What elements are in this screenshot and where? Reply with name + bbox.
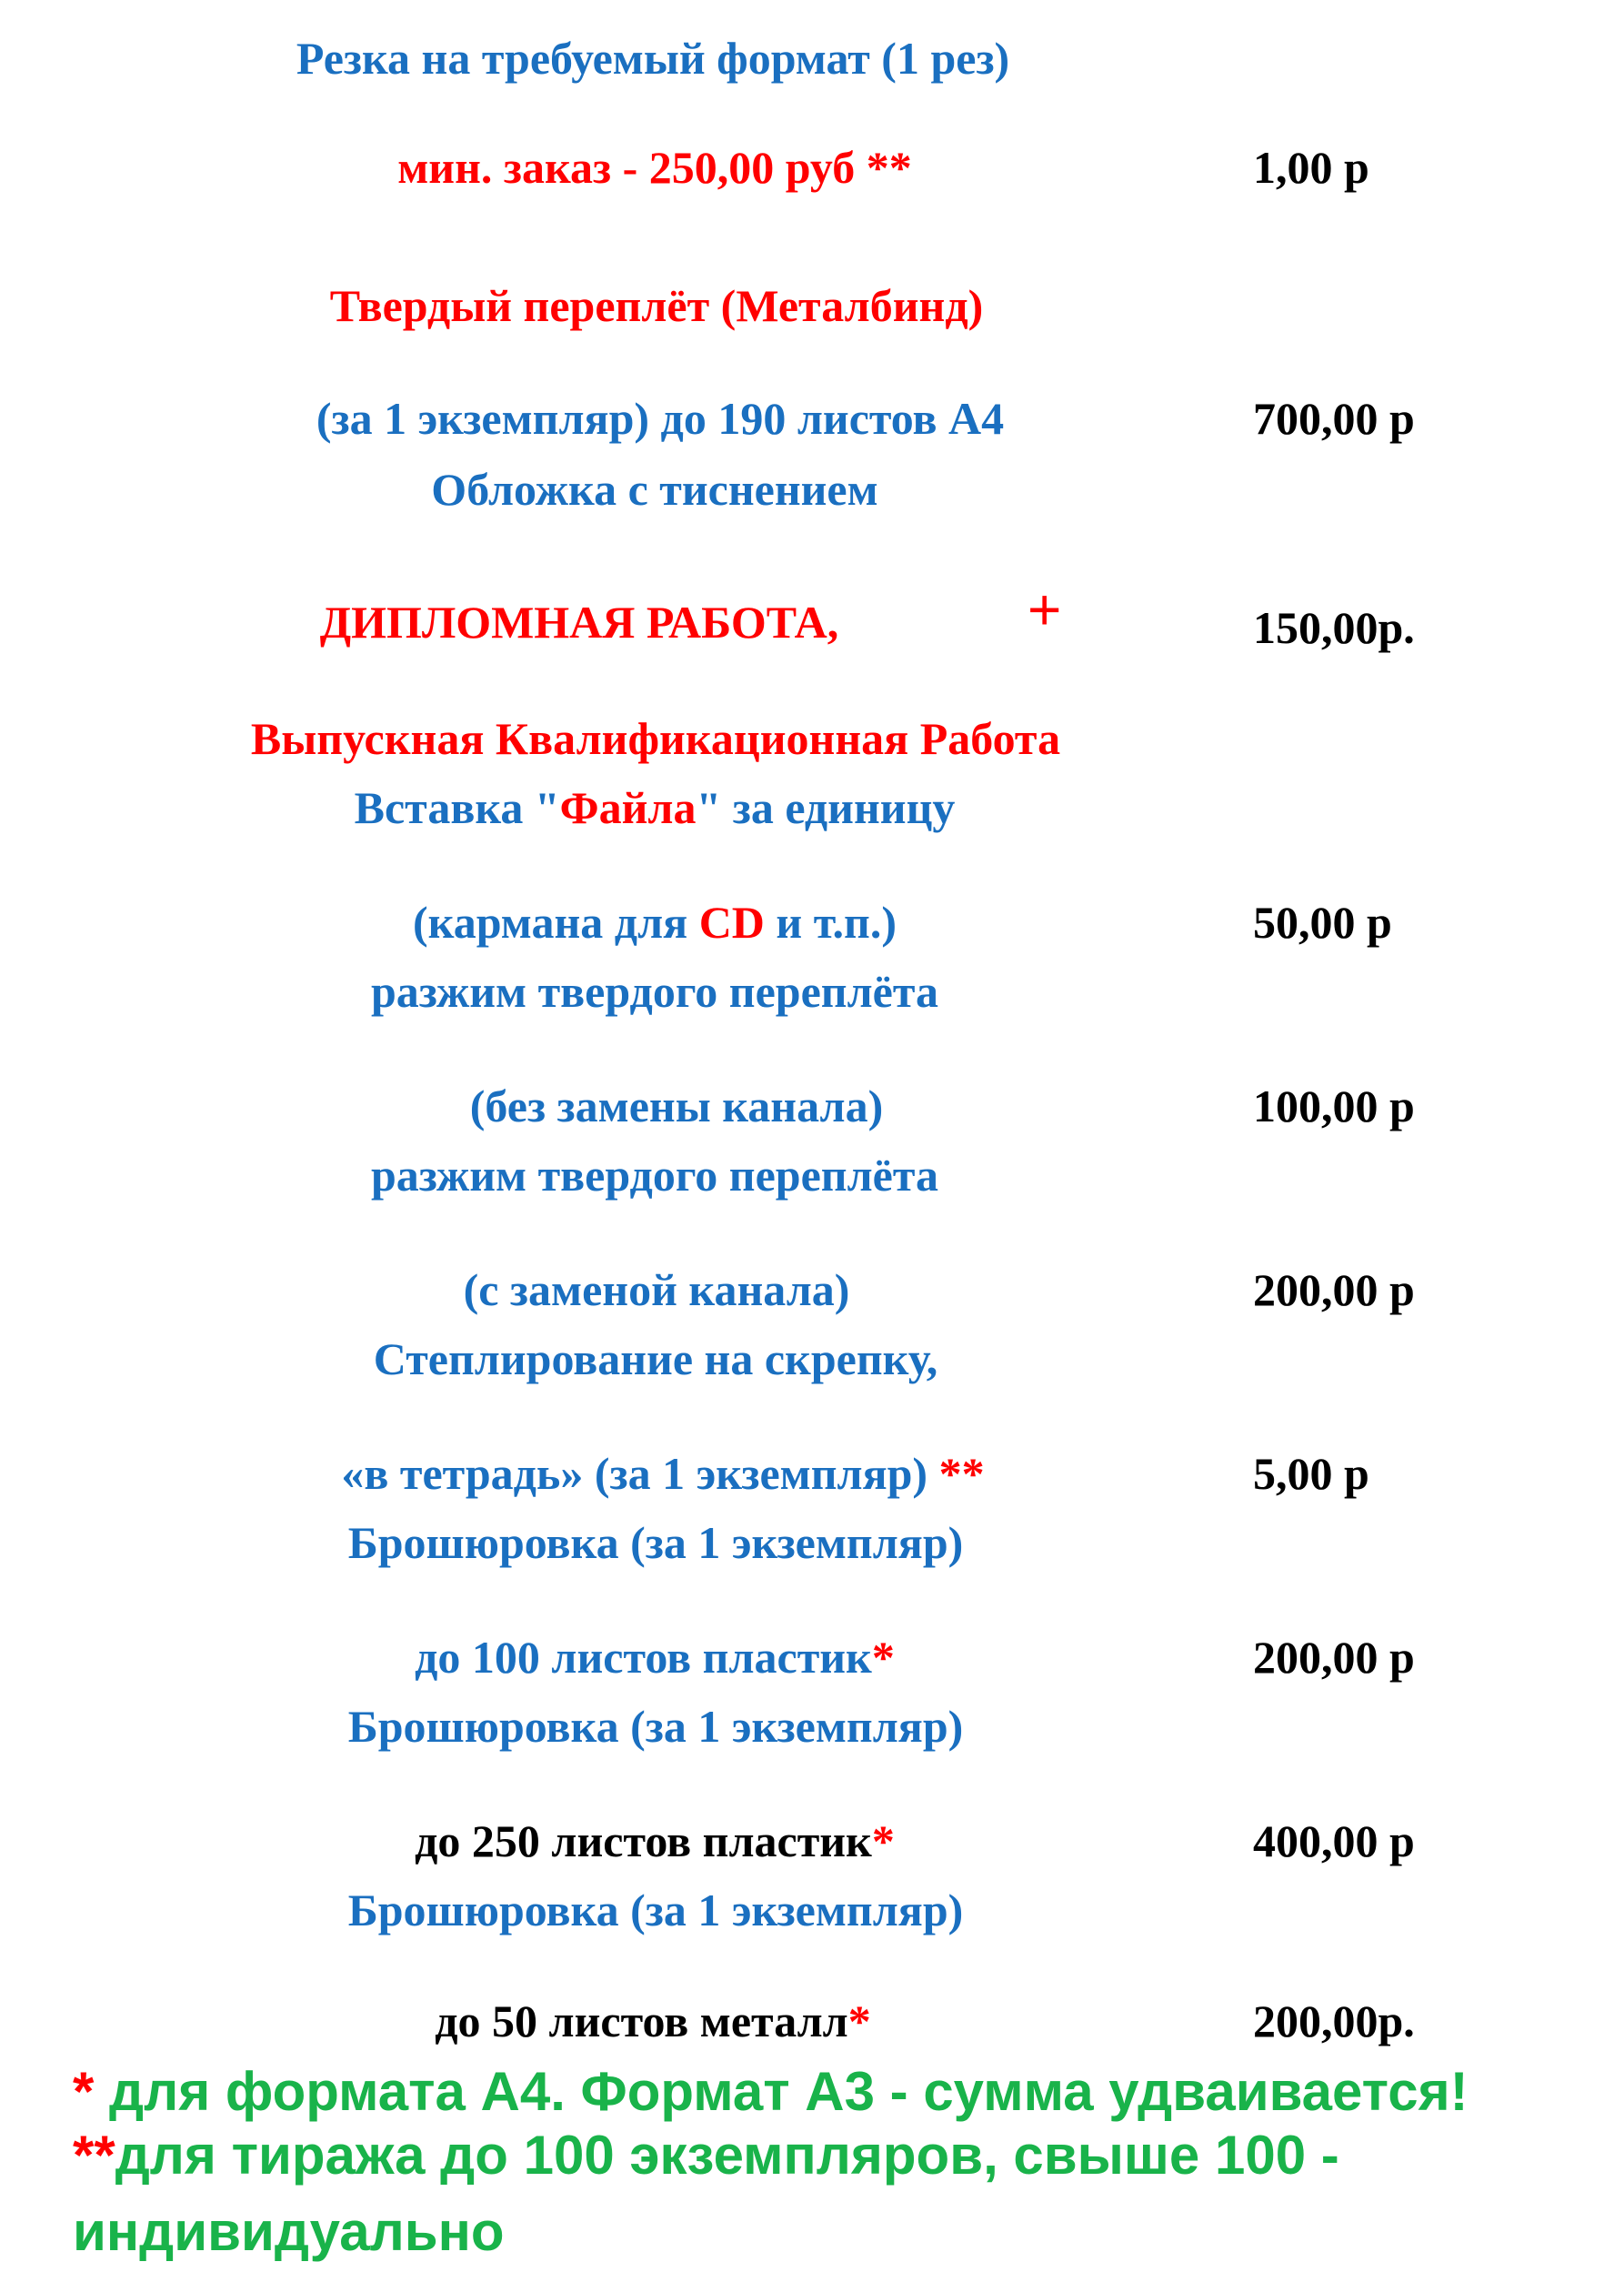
insert-file-word: Файла [559, 782, 697, 833]
plus-sign: + [1028, 577, 1062, 642]
footnote-print-run-mark: ** [73, 2125, 115, 2186]
pocket-cd: CD [698, 897, 765, 948]
bind1-price: 200,00 р [1253, 1632, 1415, 1683]
hard-binding-title: Твердый переплёт (Металбинд) [329, 280, 984, 331]
staple-subtitle [341, 1446, 984, 1501]
unclamp1-price: 100,00 р [1253, 1081, 1415, 1131]
bind3-price: 200,00р. [1253, 1995, 1415, 2046]
footnote-a4-mark: * [73, 2061, 95, 2122]
footnote-a4-text: для формата А4. Формат А3 - сумма удваивается! [109, 2061, 1469, 2122]
footnote-a4 [73, 2059, 1469, 2125]
cut-title: Резка на требуемый формат (1 рез) [296, 33, 1010, 84]
unclamp2-price: 200,00 р [1253, 1264, 1415, 1315]
staple-subtitle-text: «в тетрадь» (за 1 экземпляр) [341, 1448, 939, 1499]
footnote-print-run-cont: индивидуально [73, 2201, 505, 2262]
bind2-mark: * [871, 1815, 895, 1866]
unclamp2-subtitle: (с заменой канала) [463, 1264, 850, 1315]
bind3-subtitle [435, 1994, 870, 2048]
pocket-post: и т.п.) [764, 897, 897, 948]
bind2-subtitle [415, 1814, 895, 1868]
bind1-title: Брошюровка (за 1 экземпляр) [347, 1517, 964, 1568]
bind2-title: Брошюровка (за 1 экземпляр) [347, 1701, 964, 1752]
bind1-subtitle [415, 1630, 895, 1684]
emboss-title: Обложка с тиснением [431, 464, 878, 515]
bind2-subtitle-text: до 250 листов пластик [415, 1815, 872, 1866]
bind1-mark: * [871, 1632, 895, 1683]
vkr-label: Выпускная Квалификационная Работа [250, 713, 1061, 764]
staple-title: Степлирование на скрепку, [373, 1333, 938, 1384]
emboss-price: 150,00р. [1253, 602, 1415, 653]
bind3-subtitle-text: до 50 листов металл [435, 1995, 848, 2046]
cut-price: 1,00 р [1253, 142, 1369, 193]
staple-mark: ** [938, 1448, 985, 1499]
bind3-title: Брошюровка (за 1 экземпляр) [347, 1885, 964, 1935]
footnote-print-run-text: для тиража до 100 экземпляров, свыше 100 - [115, 2125, 1339, 2186]
pocket-price: 50,00 р [1253, 897, 1392, 948]
insert-file-title [355, 780, 956, 835]
hard-binding-price: 700,00 р [1253, 393, 1415, 444]
unclamp2-title: разжим твердого переплёта [371, 1150, 938, 1201]
unclamp1-subtitle: (без замены канала) [469, 1081, 884, 1131]
bind3-mark: * [847, 1995, 871, 2046]
staple-price: 5,00 р [1253, 1448, 1369, 1499]
cut-min-order: мин. заказ - 250,00 руб ** [397, 142, 912, 193]
pocket-subtitle [413, 895, 897, 950]
bind2-price: 400,00 р [1253, 1815, 1415, 1866]
insert-file-pre: Вставка " [354, 782, 560, 833]
hard-binding-subtitle: (за 1 экземпляр) до 190 листов А4 [316, 393, 1005, 444]
footnote-print-run [73, 2123, 1339, 2188]
pocket-pre: (кармана для [413, 897, 699, 948]
unclamp1-title: разжим твердого переплёта [371, 966, 938, 1017]
bind1-subtitle-text: до 100 листов пластик [415, 1632, 872, 1683]
insert-file-post: " за единицу [696, 782, 956, 833]
diploma-label: ДИПЛОМНАЯ РАБОТА, [319, 597, 839, 648]
